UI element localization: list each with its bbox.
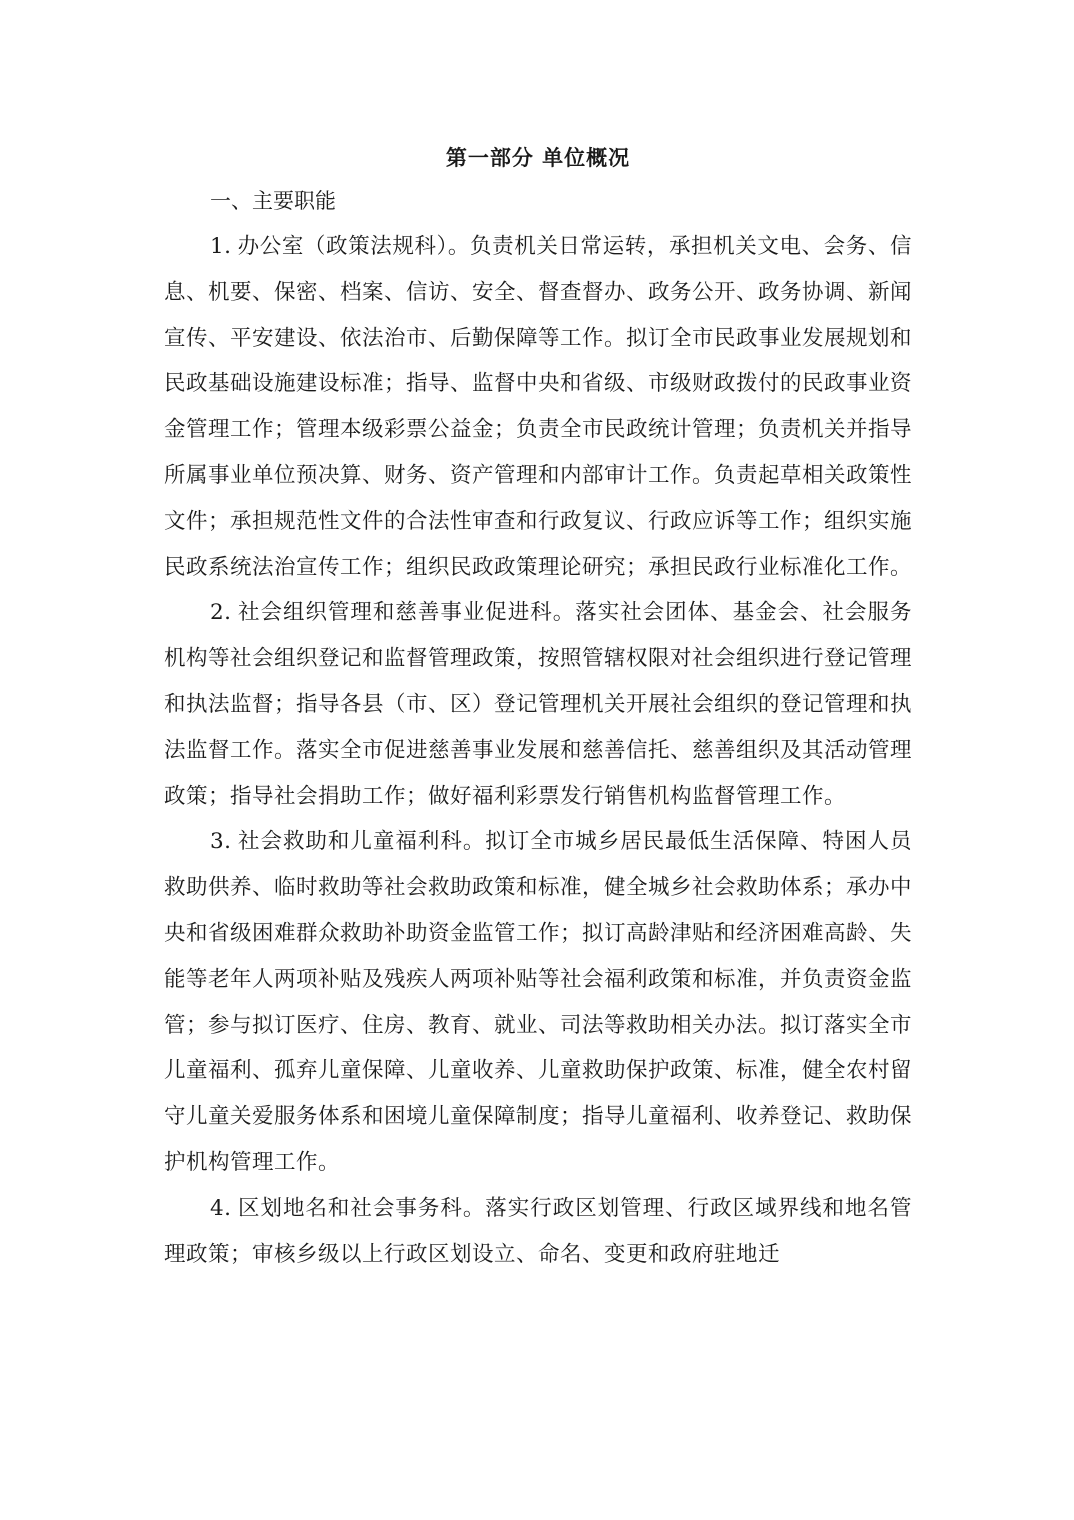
paragraph-text: 办公室（政策法规科）。负责机关日常运转，承担机关文电、会务、信息、机要、保密、档案、信访、安全、督查督办、政务公开、政务协调、新闻宣传、平安建设、依法治市、后勤保障等工作。拟订全市民政事业发展规划和民政基础设施建设标准；指导、监督中央和省级、市级财政拨付的民政事业资金管理工作；管理本级彩票公益金；负责全市民政统计管理；负责机关并指导所属事业单位预决算、财务、资产管理和内部审计工作。负责起草相关政策性文件；承担规范性文件的合法性审查和行政复议、行政应诉等工作；组织实施民政系统法治宣传工作；组织民政政策理论研究；承担民政行业标准化工作。 [164, 234, 913, 580]
page-title: 第一部分 单位概况 [445, 146, 631, 170]
paragraph-text: 社会组织管理和慈善事业促进科。落实社会团体、基金会、社会服务机构等社会组织登记和监督管理政策，按照管辖权限对社会组织进行登记管理和执法监督；指导各县（市、区）登记管理机关开展社会组织的登记管理和执法监督工作。落实全市促进慈善事业发展和慈善信托、慈善组织及其活动管理政策；指导社会捐助工作；做好福利彩票发行销售机构监督管理工作。 [164, 600, 913, 809]
section-heading: 一、主要职能 [210, 189, 336, 213]
paragraph-number: 4. [210, 1195, 232, 1221]
paragraph-text: 社会救助和儿童福利科。拟订全市城乡居民最低生活保障、特困人员救助供养、临时救助等社会救助政策和标准，健全城乡社会救助体系；承办中央和省级困难群众救助补助资金监管工作；拟订高龄津贴和经济困难高龄、失能等老年人两项补贴及残疾人两项补贴等社会福利政策和标准，并负责资金监管；参与拟订医疗、住房、教育、就业、司法等救助相关办法。拟订落实全市儿童福利、孤弃儿童保障、儿童收养、儿童救助保护政策、标准，健全农村留守儿童关爱服务体系和困境儿童保障制度；指导儿童福利、收养登记、救助保护机构管理工作。 [164, 829, 913, 1175]
paragraph-number: 1. [210, 234, 232, 259]
paragraph-number: 3. [210, 829, 232, 855]
document-page [164, 138, 912, 1277]
paragraph-3 [164, 819, 912, 1185]
paragraph-1 [164, 224, 912, 590]
paragraph-2 [164, 590, 912, 819]
paragraph-text: 区划地名和社会事务科。落实行政区划管理、行政区域界线和地名管理政策；审核乡级以上行政区划设立、命名、变更和政府驻地迁 [164, 1195, 912, 1267]
paragraph-number: 2. [210, 600, 232, 626]
paragraph-4 [164, 1186, 912, 1278]
